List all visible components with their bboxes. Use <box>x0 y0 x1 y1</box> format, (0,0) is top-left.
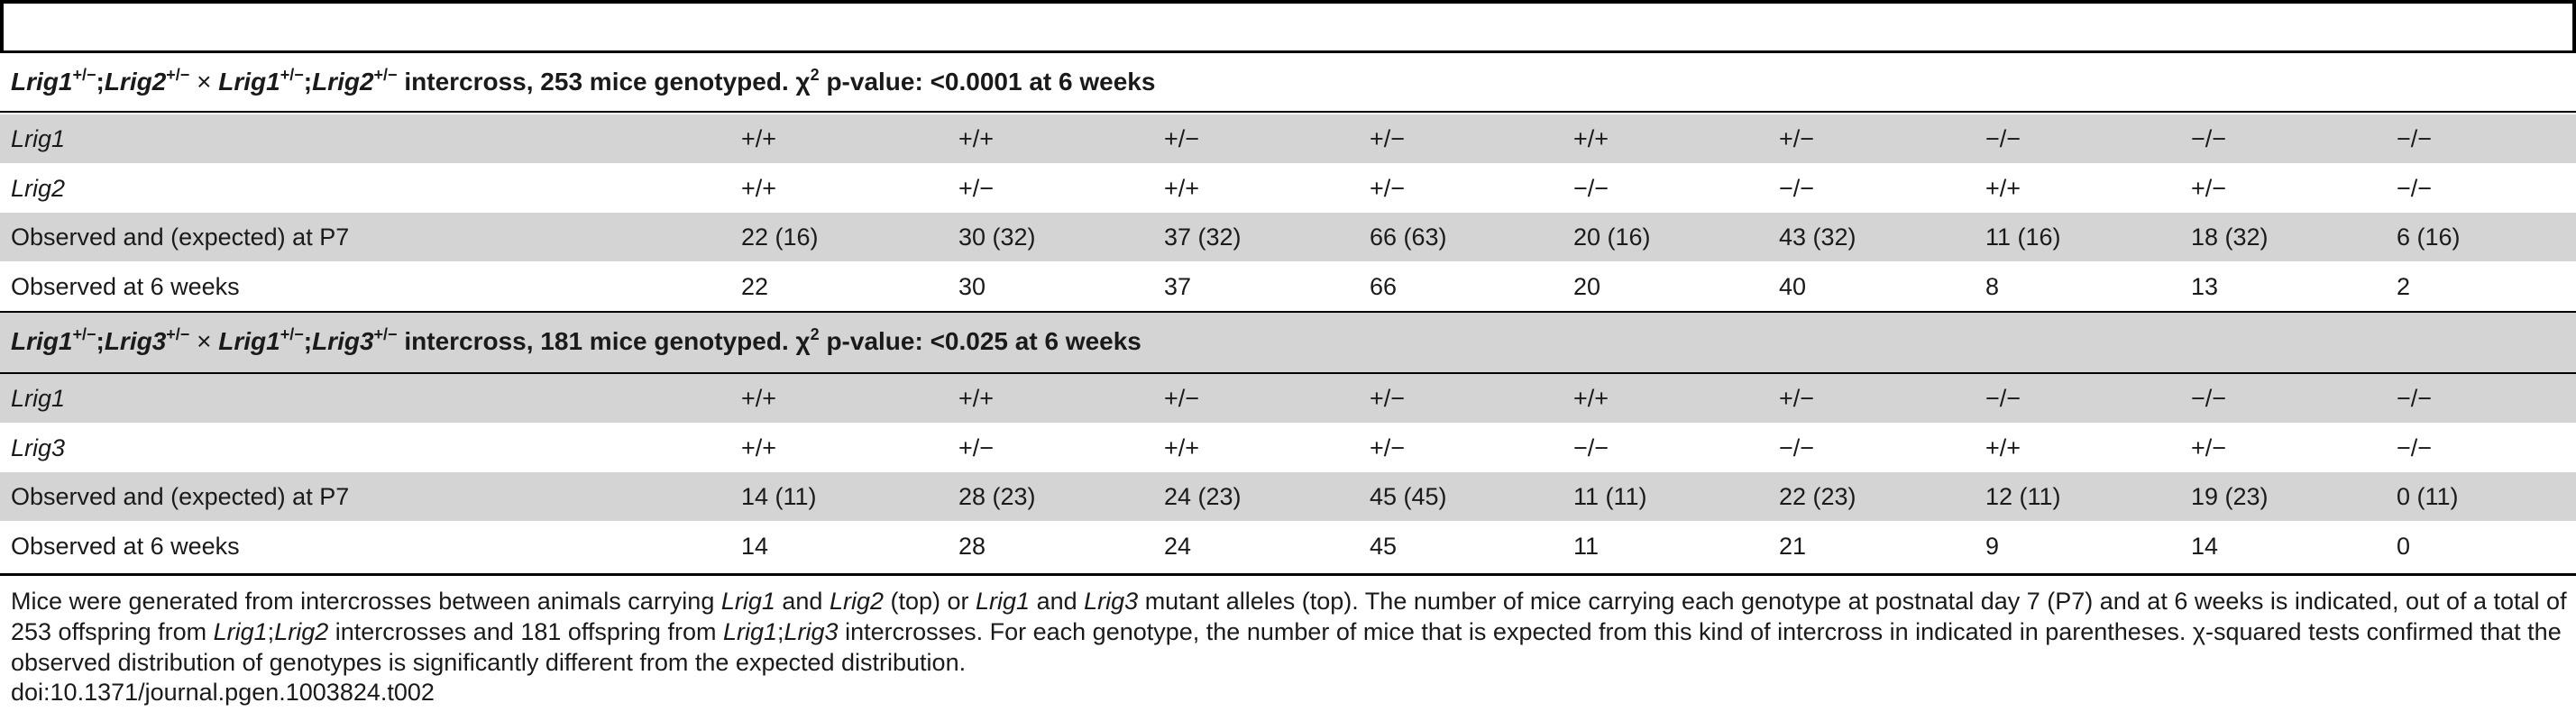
table-cell: +/+ <box>741 385 777 412</box>
section-description: intercross, 181 mice genotyped. <box>397 327 796 355</box>
gene-name: Lrig3 <box>312 327 374 355</box>
table-row <box>0 424 2576 472</box>
gene-name: Lrig1 <box>218 68 280 96</box>
table-cell: 0 <box>2397 532 2411 560</box>
table-cell: −/− <box>2397 385 2433 412</box>
genotype-superscript: +/− <box>166 325 190 343</box>
row-label: Lrig3 <box>11 434 66 461</box>
gene-name: Lrig1 <box>218 327 280 355</box>
table-cell: −/− <box>2191 385 2227 412</box>
table-cell: 14 <box>2191 532 2219 560</box>
caption-gene: Lrig2 <box>274 618 329 645</box>
table-row <box>0 213 2576 261</box>
table-cell: 45 <box>1370 532 1398 560</box>
table-left-border <box>0 0 4 50</box>
gene-name: Lrig1 <box>11 68 73 96</box>
chi-superscript: 2 <box>810 66 820 84</box>
table-cell: 24 <box>1164 532 1192 560</box>
table-cell: 30 (32) <box>958 224 1036 251</box>
table-row <box>0 522 2576 570</box>
cross-symbol: × <box>189 327 219 355</box>
table-cell: −/− <box>1779 434 1815 461</box>
table-cell: 45 (45) <box>1370 483 1447 510</box>
table-cell: −/− <box>1985 125 2021 152</box>
table-cell: 11 (11) <box>1573 483 1647 510</box>
gene-name: Lrig2 <box>312 68 374 96</box>
table-cell: +/− <box>2191 174 2227 202</box>
table-cell: 13 <box>2191 272 2219 300</box>
table-row <box>0 374 2576 423</box>
genotype-superscript: +/− <box>280 325 304 343</box>
table-cell: 19 (23) <box>2191 483 2269 510</box>
table-cell: 37 (32) <box>1164 224 1242 251</box>
table-cell: +/+ <box>741 174 777 202</box>
table-cell: 66 <box>1370 272 1398 300</box>
table-cell: +/+ <box>1985 434 2021 461</box>
table-cell: 2 <box>2397 272 2411 300</box>
table-cell: +/− <box>1779 125 1815 152</box>
table-cell: +/+ <box>741 125 777 152</box>
table-cell: +/+ <box>1573 125 1609 152</box>
table-cell: −/− <box>2397 125 2433 152</box>
gene-name: Lrig3 <box>104 327 167 355</box>
table-row <box>0 164 2576 213</box>
table-cell: 20 <box>1573 272 1601 300</box>
table-top-border <box>0 0 2576 4</box>
table-cell: 0 (11) <box>2397 483 2459 510</box>
gene-name: Lrig1 <box>11 327 73 355</box>
row-label: Observed at 6 weeks <box>11 532 240 560</box>
table-cell: 11 <box>1573 532 1600 560</box>
table-cell: 14 <box>741 532 769 560</box>
p-value: p-value: <0.025 at 6 weeks <box>819 327 1141 355</box>
table-cell: +/+ <box>1164 434 1200 461</box>
genotype-superscript: +/− <box>373 325 398 343</box>
table-cell: −/− <box>2397 174 2433 202</box>
caption-text: intercrosses and 181 offspring from <box>328 618 723 645</box>
caption-text: ; <box>267 618 275 645</box>
table-cell: 43 (32) <box>1779 224 1856 251</box>
table-cell: 11 (16) <box>1985 224 2061 251</box>
caption-gene: Lrig3 <box>1084 588 1139 615</box>
table-bottom-rule <box>0 573 2576 576</box>
table-footnote <box>11 586 2571 678</box>
section-title-lrig2 <box>11 53 1155 111</box>
gene-name: Lrig2 <box>104 68 167 96</box>
chi-symbol: χ <box>795 68 811 96</box>
table-cell: −/− <box>2191 125 2227 152</box>
table-row <box>0 262 2576 311</box>
row-label: Observed and (expected) at P7 <box>11 483 350 510</box>
caption-text: mutant alleles (top). The number of mice carrying each genotype at postnatal day 7 (P7) and at 6 weeks is indicated, out of a total of 253 offspring from <box>11 588 2567 645</box>
table-cell: −/− <box>1779 174 1815 202</box>
caption-text: and <box>1030 588 1085 615</box>
table-row <box>0 114 2576 163</box>
separator: ; <box>96 327 105 355</box>
table-cell: +/+ <box>1573 385 1609 412</box>
table-cell: 30 <box>958 272 986 300</box>
caption-gene: Lrig1 <box>976 588 1031 615</box>
table-row <box>0 472 2576 521</box>
table-cell: +/− <box>2191 434 2227 461</box>
chi-symbol: χ <box>795 327 811 355</box>
row-label: Observed and (expected) at P7 <box>11 224 350 251</box>
table-cell: −/− <box>1573 174 1609 202</box>
table-cell: +/− <box>1370 434 1406 461</box>
table-cell: 22 (23) <box>1779 483 1856 510</box>
table-cell: +/− <box>1370 385 1406 412</box>
p-value: p-value: <0.0001 at 6 weeks <box>819 68 1156 96</box>
cross-symbol: × <box>189 68 219 96</box>
chi-superscript: 2 <box>810 325 820 343</box>
table-cell: 37 <box>1164 272 1192 300</box>
separator: ; <box>303 68 313 96</box>
table-cell: 28 <box>958 532 986 560</box>
genotype-superscript: +/− <box>373 66 398 84</box>
separator: ; <box>303 327 313 355</box>
separator: ; <box>96 68 105 96</box>
table-cell: +/− <box>958 434 995 461</box>
table-cell: 9 <box>1985 532 2000 560</box>
doi-link[interactable]: doi:10.1371/journal.pgen.1003824.t002 <box>11 679 435 706</box>
caption-text: Mice were generated from intercrosses between animals carrying <box>11 588 721 615</box>
table-cell: 18 (32) <box>2191 224 2269 251</box>
row-label: Observed at 6 weeks <box>11 272 240 300</box>
genotype-superscript: +/− <box>166 66 190 84</box>
table-cell: +/+ <box>958 385 995 412</box>
table-cell: −/− <box>1985 385 2021 412</box>
row-label: Lrig1 <box>11 385 66 412</box>
table-cell: 21 <box>1779 532 1807 560</box>
table-cell: −/− <box>2397 434 2433 461</box>
caption-gene: Lrig3 <box>784 618 839 645</box>
table-cell: +/+ <box>1985 174 2021 202</box>
table-cell: +/+ <box>741 434 777 461</box>
section-description: intercross, 253 mice genotyped. <box>397 68 796 96</box>
caption-text: (top) or <box>884 588 976 615</box>
table-cell: 66 (63) <box>1370 224 1447 251</box>
caption-gene: Lrig2 <box>829 588 884 615</box>
table-cell: +/− <box>1164 385 1200 412</box>
table-cell: +/− <box>1370 174 1406 202</box>
table-cell: 14 (11) <box>741 483 817 510</box>
section-title-lrig3 <box>11 313 1141 370</box>
table-cell: +/− <box>1779 385 1815 412</box>
table-cell: 40 <box>1779 272 1807 300</box>
section-rule <box>0 111 2576 113</box>
caption-text: ; <box>777 618 784 645</box>
table-cell: +/− <box>1370 125 1406 152</box>
table-cell: +/− <box>958 174 995 202</box>
table-right-border <box>2572 0 2576 50</box>
table-cell: 24 (23) <box>1164 483 1242 510</box>
table-cell: +/+ <box>1164 174 1200 202</box>
caption-gene: Lrig1 <box>720 588 775 615</box>
table-cell: 6 (16) <box>2397 224 2461 251</box>
table-cell: 12 (11) <box>1985 483 2061 510</box>
table-cell: −/− <box>1573 434 1609 461</box>
table-cell: 20 (16) <box>1573 224 1651 251</box>
genotype-superscript: +/− <box>72 325 96 343</box>
table-cell: 28 (23) <box>958 483 1036 510</box>
table-cell: 22 (16) <box>741 224 819 251</box>
table-cell: +/− <box>1164 125 1200 152</box>
row-label: Lrig2 <box>11 174 66 202</box>
caption-text: intercrosses. For each genotype, the number of mice that is expected from this kind of intercross in indicated in parentheses. χ-squared tests confirmed that the observed distribution of genotypes is significantly different from the expected distribution. <box>11 618 2562 676</box>
genotype-superscript: +/− <box>280 66 304 84</box>
genotype-superscript: +/− <box>72 66 96 84</box>
caption-gene: Lrig1 <box>213 618 268 645</box>
table-cell: +/+ <box>958 125 995 152</box>
caption-text: and <box>775 588 830 615</box>
caption-gene: Lrig1 <box>722 618 778 645</box>
table-cell: 22 <box>741 272 769 300</box>
table-cell: 8 <box>1985 272 2000 300</box>
row-label: Lrig1 <box>11 125 66 152</box>
